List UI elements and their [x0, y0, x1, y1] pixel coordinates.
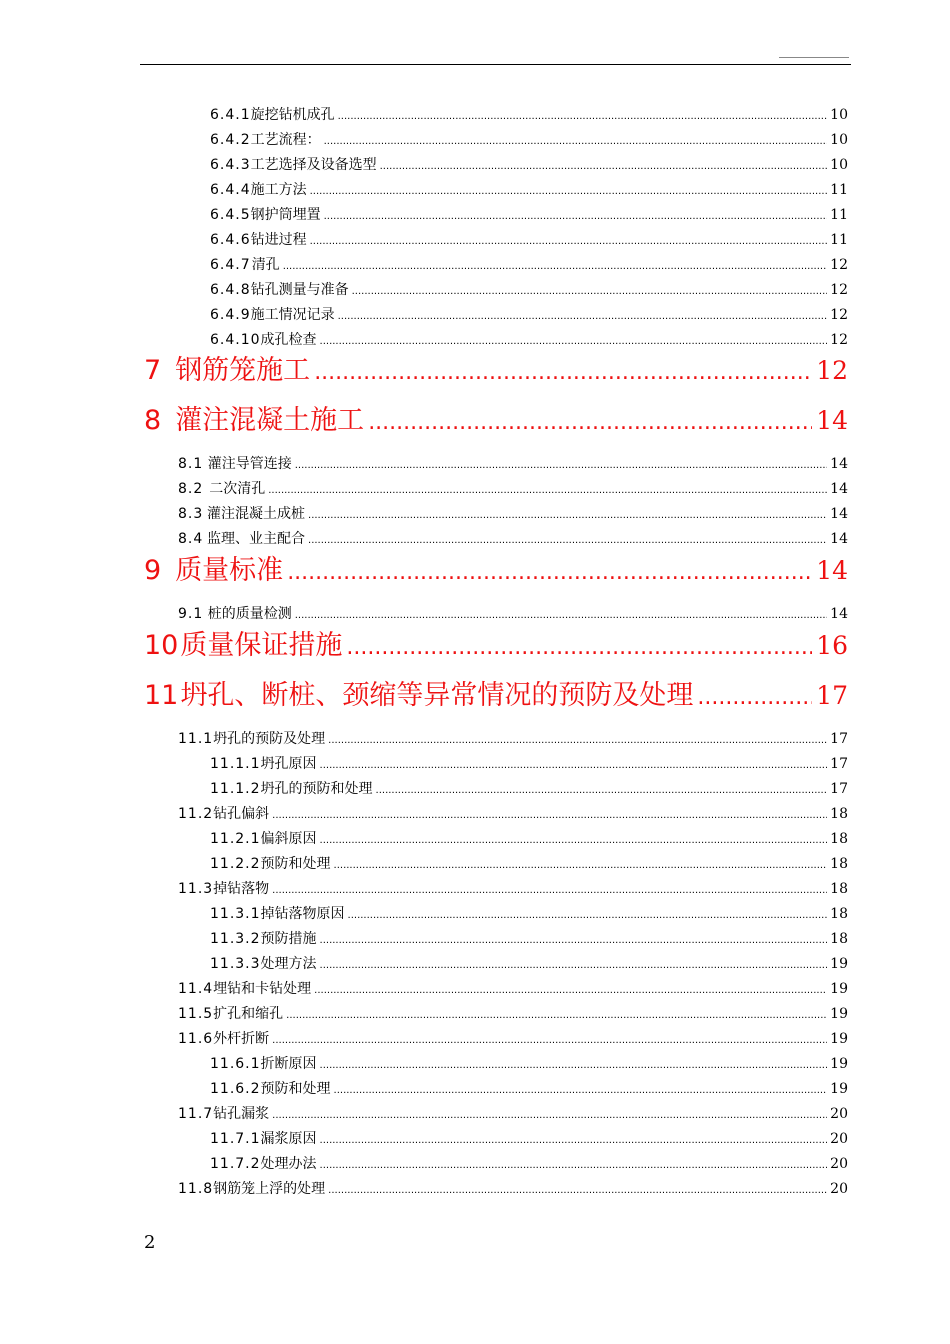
toc-entry[interactable]: [178, 528, 848, 546]
toc-entry-title: 折断原因: [260, 1056, 317, 1072]
toc-entry[interactable]: [178, 1178, 848, 1196]
toc-entry-number: 6.4.10: [210, 332, 261, 348]
toc-entry-number: 11.3: [178, 881, 214, 897]
toc-entry-title: 坍孔、断桩、颈缩等异常情况的预防及处理: [180, 680, 694, 711]
toc-dot-leader: [295, 610, 827, 621]
toc-entry-title: 漏浆原因: [260, 1131, 317, 1147]
toc-entry-number: 8: [144, 405, 162, 436]
toc-dot-leader: [314, 360, 812, 385]
toc-entry-page: 16: [816, 631, 848, 660]
toc-entry[interactable]: [210, 129, 848, 147]
toc-chapter[interactable]: [144, 548, 848, 584]
toc-entry-title: 预防措施: [260, 931, 317, 947]
toc-entry-number: 11.5: [178, 1006, 214, 1022]
toc-entry[interactable]: [178, 478, 848, 496]
header-mark: [779, 57, 849, 58]
toc-entry-title: 监理、业主配合: [207, 531, 306, 547]
toc-entry[interactable]: [210, 254, 848, 272]
toc-entry[interactable]: [178, 503, 848, 521]
toc-entry[interactable]: [210, 104, 848, 122]
toc-entry-title: 坍孔的预防和处理: [260, 781, 373, 797]
toc-entry[interactable]: [210, 928, 848, 946]
toc-dot-leader: [320, 1135, 828, 1146]
toc-dot-leader: [320, 760, 828, 771]
toc-dot-leader: [376, 785, 828, 796]
toc-entry-number: 11.3.1: [210, 906, 261, 922]
toc-entry-number: 11.7.1: [210, 1131, 261, 1147]
toc-entry-title: 工艺流程：: [250, 132, 321, 148]
toc-entry-number: 9: [144, 555, 162, 586]
toc-entry-title: 偏斜原因: [260, 831, 317, 847]
toc-entry-page: 19: [830, 981, 848, 997]
toc-entry-number: 9.1: [178, 606, 204, 622]
toc-entry-title: 处理办法: [260, 1156, 317, 1172]
toc-entry-page: 14: [830, 506, 848, 522]
toc-chapter[interactable]: [144, 673, 848, 709]
toc-entry-title: 坍孔原因: [260, 756, 317, 772]
toc-dot-leader: [308, 535, 827, 546]
toc-entry-page: 18: [830, 856, 848, 872]
toc-entry[interactable]: [210, 1078, 848, 1096]
toc-dot-leader: [320, 336, 828, 347]
toc-dot-leader: [272, 810, 827, 821]
toc-entry-title: 旋挖钻机成孔: [250, 107, 335, 123]
toc-dot-leader: [324, 211, 828, 222]
toc-dot-leader: [287, 560, 812, 585]
toc-entry-number: 11.3.3: [210, 956, 261, 972]
toc-entry-page: 17: [830, 756, 848, 772]
toc-entry-page: 19: [830, 1056, 848, 1072]
toc-dot-leader: [346, 635, 812, 660]
toc-entry[interactable]: [210, 753, 848, 771]
toc-dot-leader: [338, 311, 828, 322]
toc-entry-number: 6.4.2: [210, 132, 251, 148]
toc-entry-page: 17: [830, 781, 848, 797]
toc-entry-number: 11.7.2: [210, 1156, 261, 1172]
toc-entry-title: 钻孔测量与准备: [250, 282, 349, 298]
toc-entry-page: 14: [830, 456, 848, 472]
toc-entry-page: 12: [830, 332, 848, 348]
toc-entry[interactable]: [210, 204, 848, 222]
toc-entry-number: 6.4.6: [210, 232, 251, 248]
toc-entry-title: 掉钻落物: [213, 881, 270, 897]
toc-entry[interactable]: [210, 1053, 848, 1071]
toc-entry-page: 14: [830, 531, 848, 547]
toc-dot-leader: [320, 935, 828, 946]
page-number: 2: [144, 1232, 156, 1253]
toc-dot-leader: [308, 510, 827, 521]
toc-entry-page: 10: [830, 157, 848, 173]
toc-entry-title: 钢筋笼上浮的处理: [213, 1181, 326, 1197]
toc-dot-leader: [348, 910, 828, 921]
toc-entry-number: 6.4.9: [210, 307, 251, 323]
toc-entry-number: 8.4: [178, 531, 204, 547]
toc-entry-page: 19: [830, 956, 848, 972]
toc-entry-number: 6.4.1: [210, 107, 251, 123]
toc-dot-leader: [328, 1185, 827, 1196]
toc-entry-title: 钻进过程: [250, 232, 307, 248]
toc-entry-number: 11.6.1: [210, 1056, 261, 1072]
toc-entry-page: 20: [830, 1106, 848, 1122]
toc-entry-number: 8.3: [178, 506, 204, 522]
toc-entry[interactable]: [210, 1128, 848, 1146]
toc-entry-title: 灌注混凝土成桩: [207, 506, 306, 522]
toc-dot-leader: [314, 985, 827, 996]
toc-dot-leader: [320, 1060, 828, 1071]
toc-dot-leader: [272, 1035, 827, 1046]
toc-entry-title: 施工情况记录: [250, 307, 335, 323]
toc-entry-title: 扩孔和缩孔: [213, 1006, 284, 1022]
toc-entry-page: 14: [830, 481, 848, 497]
toc-dot-leader: [368, 410, 812, 435]
toc-entry-title: 掉钻落物原因: [260, 906, 345, 922]
toc-entry-title: 预防和处理: [260, 1081, 331, 1097]
toc-dot-leader: [334, 860, 828, 871]
toc-dot-leader: [380, 161, 828, 172]
toc-entry-page: 19: [830, 1081, 848, 1097]
toc-entry-title: 二次清孔: [209, 481, 266, 497]
toc-entry-page: 20: [830, 1181, 848, 1197]
toc-entry-page: 20: [830, 1156, 848, 1172]
toc-entry-title: 工艺选择及设备选型: [250, 157, 377, 173]
toc-entry-page: 18: [830, 906, 848, 922]
toc-entry-number: 11.3.2: [210, 931, 261, 947]
toc-entry[interactable]: [178, 453, 848, 471]
toc-entry-title: 钻孔偏斜: [213, 806, 270, 822]
toc-entry-page: 18: [830, 881, 848, 897]
toc-entry-page: 11: [830, 182, 848, 198]
toc-entry-page: 10: [830, 107, 848, 123]
toc-entry-title: 施工方法: [250, 182, 307, 198]
toc-entry[interactable]: [178, 803, 848, 821]
toc-entry-number: 6.4.5: [210, 207, 251, 223]
toc-dot-leader: [320, 835, 828, 846]
toc-entry[interactable]: [178, 1028, 848, 1046]
toc-entry-number: 11.1.1: [210, 756, 261, 772]
toc-entry-title: 钢筋笼施工: [175, 355, 311, 386]
toc-entry[interactable]: [178, 878, 848, 896]
toc-dot-leader: [320, 1160, 828, 1171]
toc-entry-page: 12: [830, 307, 848, 323]
toc-entry[interactable]: [210, 154, 848, 172]
toc-chapter[interactable]: [144, 398, 848, 434]
toc-entry[interactable]: [178, 978, 848, 996]
toc-entry-title: 预防和处理: [260, 856, 331, 872]
toc-entry-title: 灌注混凝土施工: [175, 405, 365, 436]
toc-entry-title: 清孔: [251, 257, 280, 273]
toc-entry[interactable]: [178, 603, 848, 621]
toc-entry-title: 质量保证措施: [180, 630, 343, 661]
toc-entry-number: 11.1.2: [210, 781, 261, 797]
toc-entry-page: 18: [830, 931, 848, 947]
toc-entry-page: 14: [816, 406, 848, 435]
toc-entry-number: 11.1: [178, 731, 214, 747]
toc-entry[interactable]: [210, 953, 848, 971]
toc-dot-leader: [324, 136, 828, 147]
toc-dot-leader: [320, 960, 828, 971]
toc-entry-page: 18: [830, 806, 848, 822]
toc-dot-leader: [272, 1110, 827, 1121]
toc-entry[interactable]: [210, 853, 848, 871]
toc-entry-page: 19: [830, 1006, 848, 1022]
toc-dot-leader: [352, 286, 828, 297]
toc-entry-title: 坍孔的预防及处理: [213, 731, 326, 747]
toc-entry-number: 8.1: [178, 456, 204, 472]
toc-chapter[interactable]: [144, 623, 848, 659]
toc-entry-number: 11.2.2: [210, 856, 261, 872]
toc-entry-page: 11: [830, 232, 848, 248]
toc-entry-title: 处理方法: [260, 956, 317, 972]
toc-entry-number: 11.6: [178, 1031, 214, 1047]
toc-entry[interactable]: [178, 1103, 848, 1121]
toc-entry-page: 12: [816, 356, 848, 385]
toc-entry-page: 12: [830, 257, 848, 273]
toc-entry-number: 11: [144, 680, 179, 711]
toc-dot-leader: [697, 685, 812, 710]
toc-entry[interactable]: [210, 1153, 848, 1171]
toc-entry-number: 11.7: [178, 1106, 214, 1122]
toc-entry-title: 钻孔漏浆: [213, 1106, 270, 1122]
toc-entry-number: 8.2: [178, 481, 204, 497]
toc-entry-number: 11.6.2: [210, 1081, 261, 1097]
toc-chapter[interactable]: [144, 348, 848, 384]
toc-entry-number: 11.2: [178, 806, 214, 822]
toc-dot-leader: [268, 485, 827, 496]
toc-entry-number: 6.4.4: [210, 182, 251, 198]
toc-entry-page: 10: [830, 132, 848, 148]
toc-entry-number: 10: [144, 630, 179, 661]
toc-dot-leader: [283, 261, 827, 272]
toc-entry-number: 7: [144, 355, 162, 386]
toc-entry-page: 17: [816, 681, 848, 710]
toc-entry[interactable]: [210, 179, 848, 197]
toc-entry-title: 质量标准: [175, 555, 284, 586]
toc-entry-title: 埋钻和卡钻处理: [213, 981, 312, 997]
toc-entry-page: 19: [830, 1031, 848, 1047]
toc-entry-number: 6.4.7: [210, 257, 251, 273]
toc-dot-leader: [338, 111, 828, 122]
toc-dot-leader: [334, 1085, 828, 1096]
toc-entry-number: 6.4.3: [210, 157, 251, 173]
toc-entry[interactable]: [210, 329, 848, 347]
toc-entry-page: 11: [830, 207, 848, 223]
toc-dot-leader: [310, 186, 828, 197]
toc-entry-number: 6.4.8: [210, 282, 251, 298]
toc-dot-leader: [272, 885, 827, 896]
toc-entry-number: 11.8: [178, 1181, 214, 1197]
toc-entry[interactable]: [210, 229, 848, 247]
header-rule: [140, 64, 851, 65]
toc-entry-page: 14: [816, 556, 848, 585]
toc-entry-number: 11.2.1: [210, 831, 261, 847]
toc-entry-title: 桩的质量检测: [207, 606, 292, 622]
toc-entry[interactable]: [210, 903, 848, 921]
toc-entry[interactable]: [210, 828, 848, 846]
toc-entry[interactable]: [210, 304, 848, 322]
toc-dot-leader: [328, 735, 827, 746]
toc-dot-leader: [310, 236, 828, 247]
toc-entry-title: 灌注导管连接: [207, 456, 292, 472]
toc-entry-page: 14: [830, 606, 848, 622]
toc-entry-title: 成孔检查: [260, 332, 317, 348]
toc-entry-title: 外杆折断: [213, 1031, 270, 1047]
toc-entry-number: 11.4: [178, 981, 214, 997]
toc-entry-page: 12: [830, 282, 848, 298]
toc-entry[interactable]: [210, 778, 848, 796]
toc-entry-page: 17: [830, 731, 848, 747]
toc-entry-title: 钢护筒埋置: [250, 207, 321, 223]
toc-entry-page: 18: [830, 831, 848, 847]
toc-dot-leader: [295, 460, 827, 471]
toc-dot-leader: [286, 1010, 827, 1021]
toc-entry[interactable]: [178, 1003, 848, 1021]
toc-entry[interactable]: [210, 279, 848, 297]
toc-entry-page: 20: [830, 1131, 848, 1147]
toc-entry[interactable]: [178, 728, 848, 746]
